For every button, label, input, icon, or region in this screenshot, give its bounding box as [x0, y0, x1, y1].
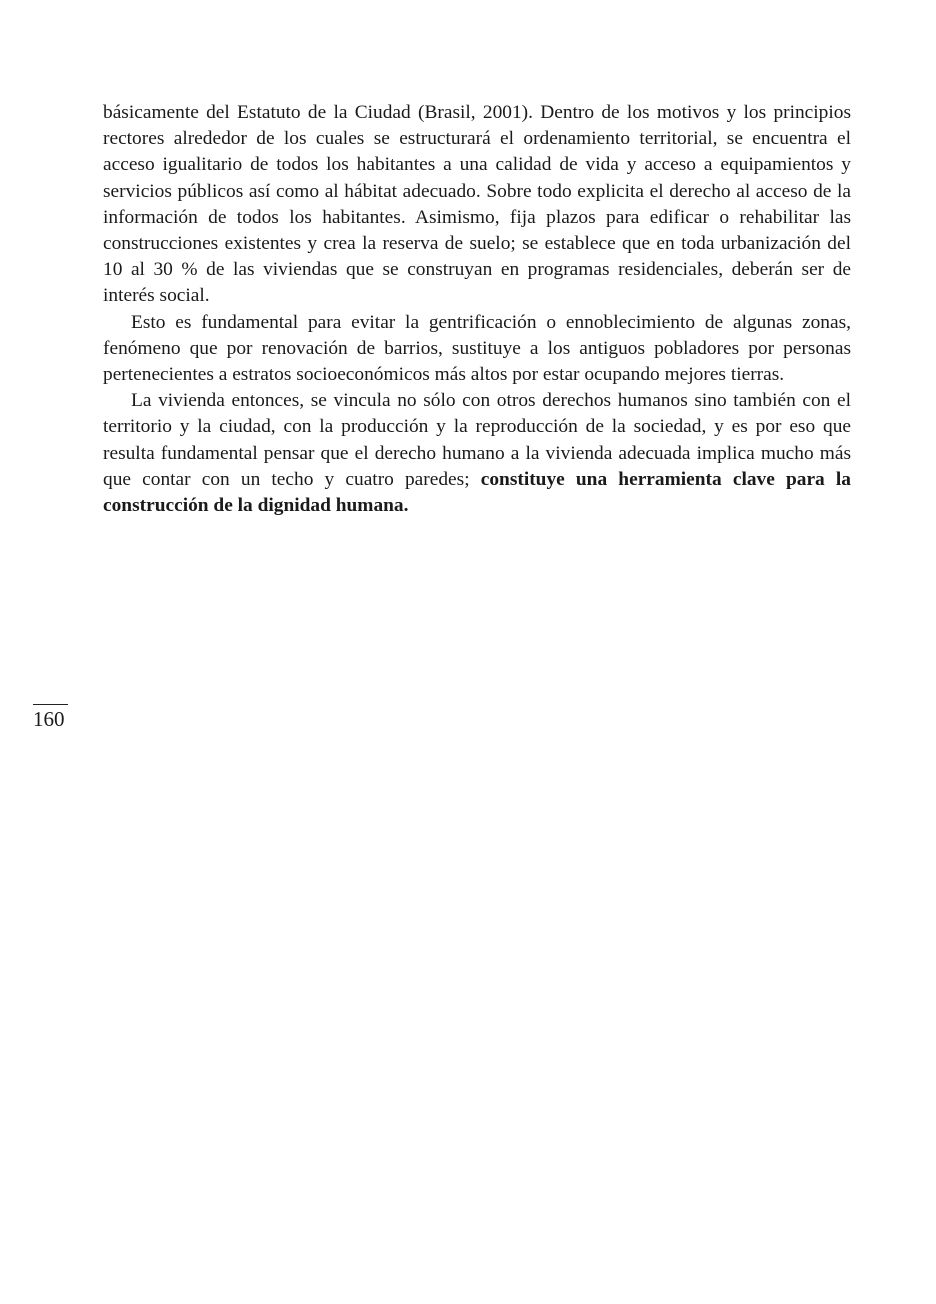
paragraph-2: Esto es fundamental para evitar la gentrificación o ennoblecimiento de algunas zonas, fenómeno que por renovación de barrios, sustituye a los antiguos pobladores por personas pertenecientes a estratos socioeconómicos más altos por estar ocupando mejores tierras.	[103, 311, 851, 386]
paragraph-3	[103, 388, 851, 519]
body-text	[103, 100, 851, 519]
page-number-rule	[33, 704, 68, 705]
paragraph-3-emphasis: constituye una herramienta clave para la construcción de la dignidad humana.	[103, 468, 851, 517]
page-number: 160	[33, 707, 65, 731]
paragraph-3-text: La vivienda entonces, se vincula no sólo con otros derechos humanos sino también con el territorio y la ciudad, con la producción y la reproducción de la sociedad, y es por eso que resulta fundamental pensar que el derecho humano a la vivienda adecuada implica mucho más que contar con un techo y cuatro paredes;	[103, 390, 851, 490]
paragraph-1: básicamente del Estatuto de la Ciudad (Brasil, 2001). Dentro de los motivos y los principios rectores alrededor de los cuales se estructurará el ordenamiento territorial, se encuentra el acceso igualitario de todos los habitantes a una calidad de vida y acceso a equipamientos y servicios públicos así como al hábitat adecuado. Sobre todo explicita el derecho al acceso de la información de todos los habitantes. Asimismo, fija plazos para edificar o rehabilitar las construcciones existentes y crea la reserva de suelo; se establece que en toda urbanización del 10 al 30 % de las viviendas que se construyan en programas residenciales, deberán ser de interés social.	[103, 102, 851, 307]
